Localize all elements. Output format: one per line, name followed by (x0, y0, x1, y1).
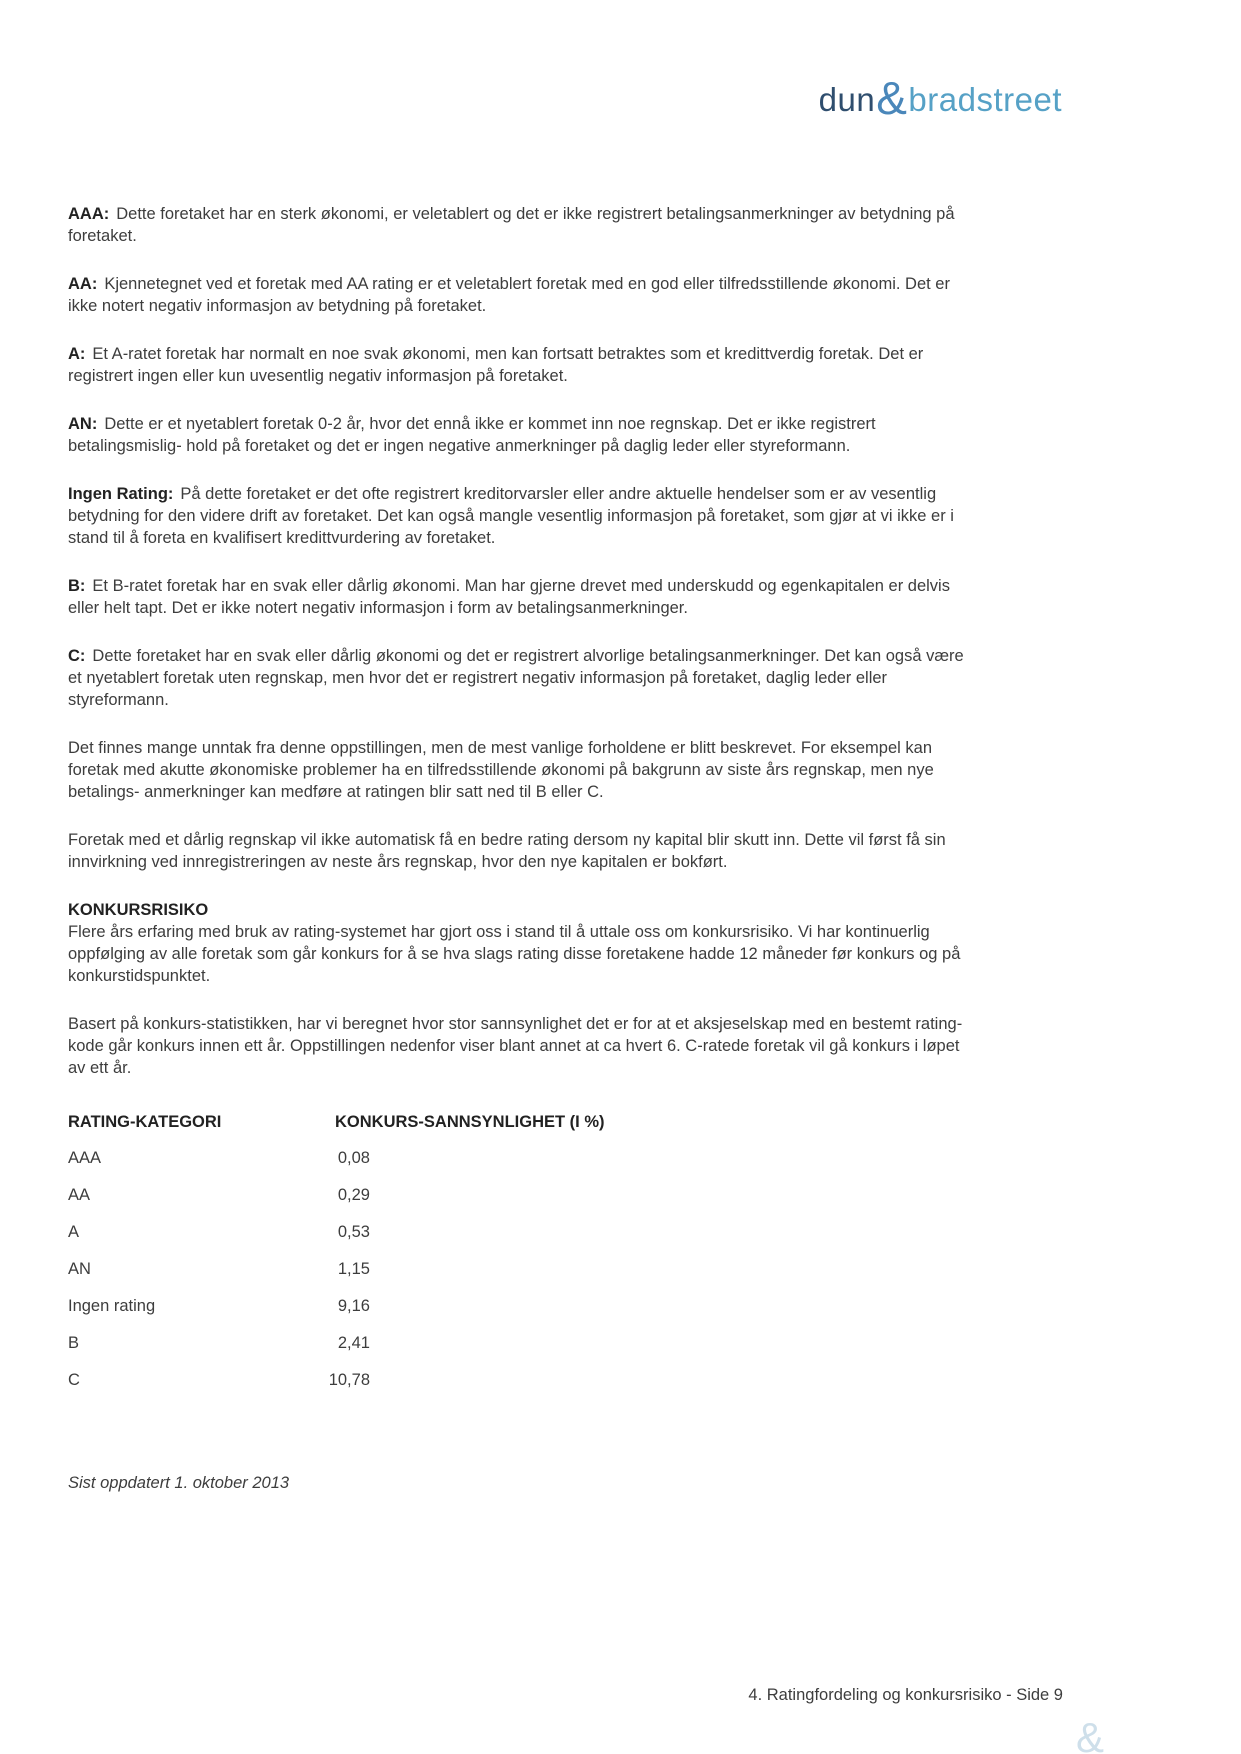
table-row (68, 1324, 965, 1361)
paragraph-text: Dette foretaket har en svak eller dårlig økonomi og det er registrert alvorlige betalingsanmerkninger. Det kan også være et nyetablert foretak uten regnskap, men hvor det er registrert negativ informasjon på foretaket, daglig leder eller styreformann. (68, 647, 964, 709)
rating-code-label: C: (68, 647, 86, 665)
rating-category-cell: B (68, 1333, 80, 1352)
page-content (68, 203, 965, 1494)
rating-category-cell: C (68, 1370, 80, 1389)
rating-category-cell: AAA (68, 1148, 102, 1167)
paragraph-text: Dette er et nyetablert foretak 0-2 år, hvor det ennå ikke er kommet inn noe regnskap. Det er ikke registrert betalingsmislig- hold på foretaket og det er ingen negative anmerkninger på daglig leder eller styreformann. (68, 415, 876, 455)
rating-paragraph-a (68, 343, 965, 387)
table-row (68, 1287, 965, 1324)
last-updated-note: Sist oppdatert 1. oktober 2013 (68, 1474, 290, 1492)
column-header-rating-kategori: RATING-KATEGORI (68, 1113, 222, 1131)
rating-paragraph-b (68, 575, 965, 619)
table-row (68, 1361, 965, 1398)
rating-paragraph-ingen-rating (68, 483, 965, 549)
rating-paragraph-aa (68, 273, 965, 317)
rating-code-label: Ingen Rating: (68, 485, 174, 503)
paragraph-text: Et A-ratet foretak har normalt en noe svak økonomi, men kan fortsatt betraktes som et kredittverdig foretak. Det er registrert ingen eller kun uvesentlig negativ informasjon på foretaket. (68, 345, 924, 385)
paragraph-text: Dette foretaket har en sterk økonomi, er veletablert og det er ikke registrert betalingsanmerkninger av betydning på foretaket. (68, 205, 955, 245)
table-row (68, 1250, 965, 1287)
probability-cell: 0,29 (337, 1185, 370, 1204)
table-row (68, 1176, 965, 1213)
table-header-row (68, 1105, 965, 1139)
paragraph-text: På dette foretaket er det ofte registrert kreditorvarsler eller andre aktuelle hendelser som er av vesentlig betydning for den videre drift av foretaket. Det kan også mangle vesentlig informasjon på foretaket, som gjør at vi ikke er i stand til å foreta en kvalifisert kredittvurdering av foretaket. (68, 485, 954, 547)
paragraph-text: Et B-ratet foretak har en svak eller dårlig økonomi. Man har gjerne drevet med underskudd og egenkapitalen er delvis eller helt tapt. Det er ikke notert negativ informasjon i form av betalingsanmerkninger. (68, 577, 950, 617)
rating-code-label: AN: (68, 415, 98, 433)
probability-cell: 9,16 (337, 1296, 370, 1315)
probability-cell: 0,53 (337, 1222, 370, 1241)
rating-paragraph-c (68, 645, 965, 711)
exceptions-paragraph (68, 737, 965, 803)
table-row (68, 1213, 965, 1250)
section-heading-konkursrisiko: KONKURSRISIKO (68, 901, 209, 919)
logo-text-bradstreet: bradstreet (908, 81, 1062, 118)
logo-text-dun: dun (818, 81, 876, 118)
rating-category-cell: AA (68, 1185, 91, 1204)
rating-code-label: AA: (68, 275, 98, 293)
konkursrisiko-paragraph-2: Basert på konkurs-statistikken, har vi beregnet hvor stor sannsynlighet det er for at et aksjeselskap med en bestemt rating-kode går konkurs innen ett år. Oppstillingen nedenfor viser blant annet at ca hvert 6. C-ratede foretak vil gå konkurs i løpet av ett år. (68, 1015, 963, 1077)
rating-code-label: AAA: (68, 205, 110, 223)
konkursrisiko-paragraph-1: Flere års erfaring med bruk av rating-systemet har gjort oss i stand til å uttale oss om konkursrisiko. Vi har kontinuerlig oppfølging av alle foretak som går konkurs for å se hva slags rating disse foretakene hadde 12 måneder før konkurs og på konkurstidspunktet. (68, 923, 961, 985)
rating-probability-table (68, 1105, 965, 1398)
rating-code-label: B: (68, 577, 86, 595)
rating-code-label: A: (68, 345, 86, 363)
rating-category-cell: Ingen rating (68, 1296, 156, 1315)
probability-cell: 0,08 (337, 1148, 370, 1167)
ampersand-watermark-icon: & (1076, 1714, 1105, 1754)
new-capital-paragraph (68, 829, 965, 873)
table-row (68, 1139, 965, 1176)
column-header-konkurs-sannsynlighet: KONKURS-SANNSYNLIGHET (I %) (335, 1113, 605, 1131)
rating-category-cell: AN (68, 1259, 91, 1278)
probability-cell: 2,41 (337, 1333, 370, 1352)
rating-paragraph-an (68, 413, 965, 457)
page-footer: 4. Ratingfordeling og konkursrisiko - Side 9 (748, 1686, 1063, 1704)
paragraph-text: Kjennetegnet ved et foretak med AA rating er et veletablert foretak med en god eller tilfredsstillende økonomi. Det er ikke notert negativ informasjon av betydning på foretaket. (68, 275, 950, 315)
rating-paragraph-aaa (68, 203, 965, 247)
paragraph-text: Det finnes mange unntak fra denne oppstillingen, men de mest vanlige forholdene er blitt beskrevet. For eksempel kan foretak med akutte økonomiske problemer ha en tilfredsstillende økonomi på bakgrunn av siste års regnskap, men nye betalings- anmerkninger kan medføre at ratingen blir satt ned til B eller C. (68, 739, 934, 801)
probability-cell: 10,78 (328, 1370, 370, 1389)
probability-cell: 1,15 (337, 1259, 370, 1278)
rating-category-cell: A (68, 1222, 80, 1241)
paragraph-text: Foretak med et dårlig regnskap vil ikke automatisk få en bedre rating dersom ny kapital blir skutt inn. Dette vil først få sin innvirkning ved innregistreringen av neste års regnskap, hvor den nye kapitalen er bokført. (68, 831, 946, 871)
ampersand-logo-icon: & (876, 72, 908, 124)
dun-bradstreet-logo (819, 68, 1062, 122)
